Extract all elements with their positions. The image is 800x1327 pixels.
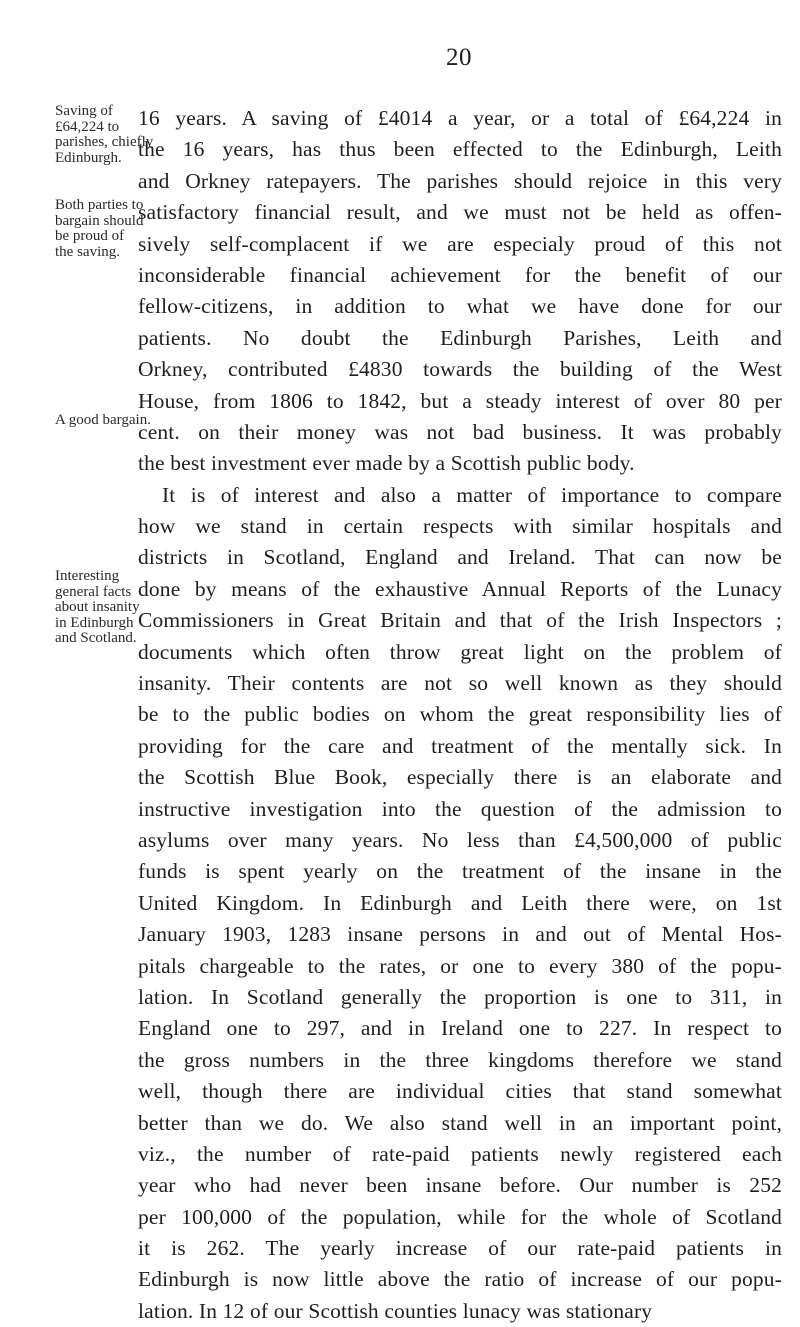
text-line: and Orkney ratepayers. The parishes should rejoice in this very	[138, 168, 782, 193]
margin-note-line: parishes, chiefly	[55, 134, 154, 150]
text-line: patients. No doubt the Edinburgh Parishes, Leith and	[138, 325, 782, 350]
text-line: the 16 years, has thus been effected to the Edinburgh, Leith	[138, 137, 782, 162]
text-line: January 1903, 1283 insane persons in and out of Mental Hos-	[138, 922, 782, 947]
margin-note-line: £64,224 to	[55, 118, 120, 135]
text-line: Commissioners in Great Britain and that of the Irish Inspectors ;	[138, 608, 782, 633]
text-line: per 100,000 of the population, while for the whole of Scotland	[138, 1204, 782, 1229]
text-line: pitals chargeable to the rates, or one to every 380 of the popu-	[138, 953, 782, 978]
text-line: England one to 297, and in Ireland one to 227. In respect to	[138, 1016, 782, 1041]
text-line: the Scottish Blue Book, especially there is an elaborate and	[138, 765, 782, 790]
text-line: sively self-complacent if we are especialy proud of this not	[138, 231, 782, 256]
margin-note-line: A good bargain.	[55, 412, 151, 428]
text-line: lation. In 12 of our Scottish counties lunacy was stationary	[138, 1298, 653, 1323]
margin-note-insanity-facts	[55, 568, 140, 647]
margin-note-line: Both parties to	[55, 197, 144, 213]
text-line: well, though there are individual cities that stand somewhat	[138, 1079, 782, 1104]
margin-note-good-bargain	[55, 412, 151, 429]
text-line: Edinburgh is now little above the ratio of increase of our popu-	[138, 1267, 782, 1292]
text-line: providing for the care and treatment of the mentally sick. In	[138, 733, 782, 758]
margin-note-line: general facts	[55, 583, 132, 600]
text-line: Orkney, contributed £4830 towards the building of the West	[138, 357, 782, 382]
text-line: better than we do. We also stand well in an important point,	[138, 1110, 782, 1135]
margin-note-line: in Edinburgh	[55, 614, 134, 631]
margin-note-line: and Scotland.	[55, 630, 137, 646]
text-line: the gross numbers in the three kingdoms therefore we stand	[138, 1047, 782, 1072]
text-line: it is 262. The yearly increase of our rate-paid patients in	[138, 1236, 782, 1261]
text-line: 16 years. A saving of £4014 a year, or a total of £64,224 in	[138, 106, 782, 130]
text-line: inconsiderable financial achievement for the benefit of our	[138, 262, 782, 287]
text-line: asylums over many years. No less than £4,500,000 of public	[138, 827, 782, 852]
text-line: funds is spent yearly on the treatment of the insane in the	[138, 859, 782, 884]
text-line: be to the public bodies on whom the great responsibility lies of	[138, 702, 782, 727]
margin-note-line: about insanity	[55, 599, 140, 615]
margin-note-line: Interesting	[55, 568, 120, 584]
text-line: done by means of the exhaustive Annual Reports of the Lunacy	[138, 576, 782, 601]
body-text	[138, 103, 782, 1327]
margin-note-line: Edinburgh.	[55, 149, 122, 166]
margin-note-line: Saving of	[55, 103, 113, 119]
text-line: United Kingdom. In Edinburgh and Leith there were, on 1st	[138, 890, 782, 915]
text-line: year who had never been insane before. Our number is 252	[138, 1173, 782, 1198]
margin-note-both-parties	[55, 197, 144, 260]
text-line: It is of interest and also a matter of importance to compare	[162, 482, 782, 507]
text-line: cent. on their money was not bad business. It was probably	[138, 419, 782, 444]
text-line: fellow-citizens, in addition to what we have done for our	[138, 294, 782, 319]
margin-note-saving	[55, 103, 154, 166]
text-line: instructive investigation into the question of the admission to	[138, 796, 782, 821]
margin-note-line: bargain should	[55, 212, 144, 229]
text-line: insanity. Their contents are not so well known as they should	[138, 671, 782, 696]
text-line: viz., the number of rate-paid patients newly registered each	[138, 1141, 782, 1166]
margin-note-line: be proud of	[55, 228, 125, 244]
text-line: documents which often throw great light on the problem of	[138, 639, 782, 664]
text-line: how we stand in certain respects with similar hospitals and	[138, 514, 782, 539]
margin-note-line: the saving.	[55, 243, 120, 260]
text-line: districts in Scotland, England and Ireland. That can now be	[138, 545, 782, 570]
text-line: House, from 1806 to 1842, but a steady interest of over 80 per	[138, 388, 782, 413]
text-line: lation. In Scotland generally the proportion is one to 311, in	[138, 984, 782, 1009]
text-line: satisfactory financial result, and we must not be held as offen-	[138, 200, 782, 225]
page-number: 20	[446, 44, 472, 71]
text-line: the best investment ever made by a Scottish public body.	[138, 451, 635, 476]
